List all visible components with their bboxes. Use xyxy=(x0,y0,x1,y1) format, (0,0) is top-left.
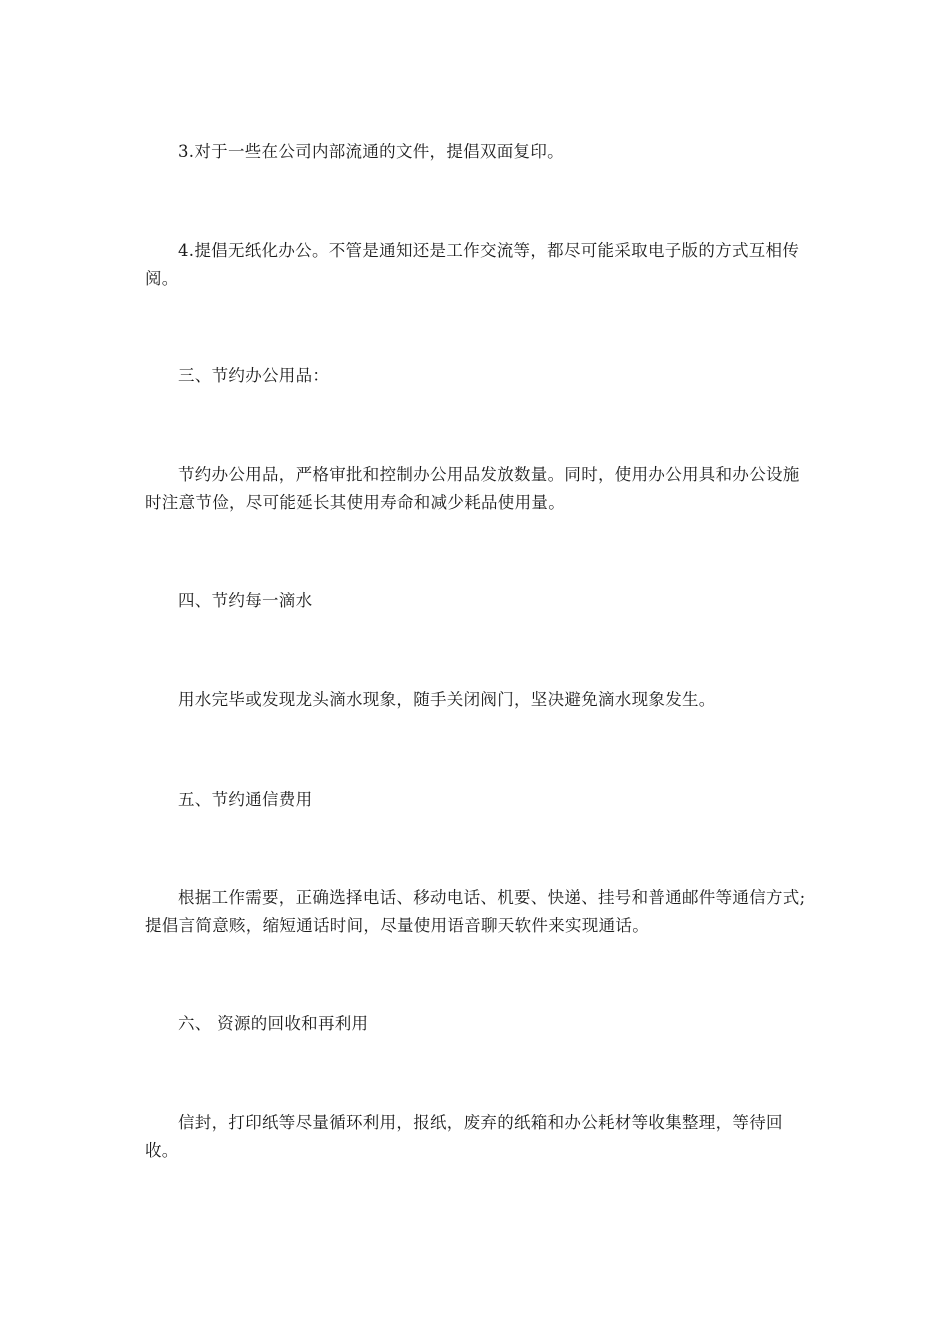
paragraph-paperless-office: 4.提倡无纸化办公。不管是通知还是工作交流等，都尽可能采取电子版的方式互相传阅。 xyxy=(145,241,800,288)
paragraph-water: 用水完毕或发现龙头滴水现象，随手关闭阀门，坚决避免滴水现象发生。 xyxy=(178,690,716,709)
section-heading-recycling: 六、 资源的回收和再利用 xyxy=(178,1014,369,1033)
section-heading-communication: 五、节约通信费用 xyxy=(178,790,313,809)
section-heading-office-supplies: 三、节约办公用品： xyxy=(178,366,330,385)
paragraph-communication: 根据工作需要，正确选择电话、移动电话、机要、快递、挂号和普通邮件等通信方式;提倡言简意赅，缩短通话时间，尽量使用语音聊天软件来实现通话。 xyxy=(145,888,806,935)
paragraph-recycling: 信封，打印纸等尽量循环利用，报纸，废弃的纸箱和办公耗材等收集整理，等待回收。 xyxy=(145,1113,783,1160)
section-heading-water: 四、节约每一滴水 xyxy=(178,591,313,610)
paragraph-double-sided-copy: 3.对于一些在公司内部流通的文件，提倡双面复印。 xyxy=(178,142,564,161)
paragraph-office-supplies: 节约办公用品，严格审批和控制办公用品发放数量。同时，使用办公用具和办公设施时注意节俭，尽可能延长其使用寿命和减少耗品使用量。 xyxy=(145,465,800,512)
